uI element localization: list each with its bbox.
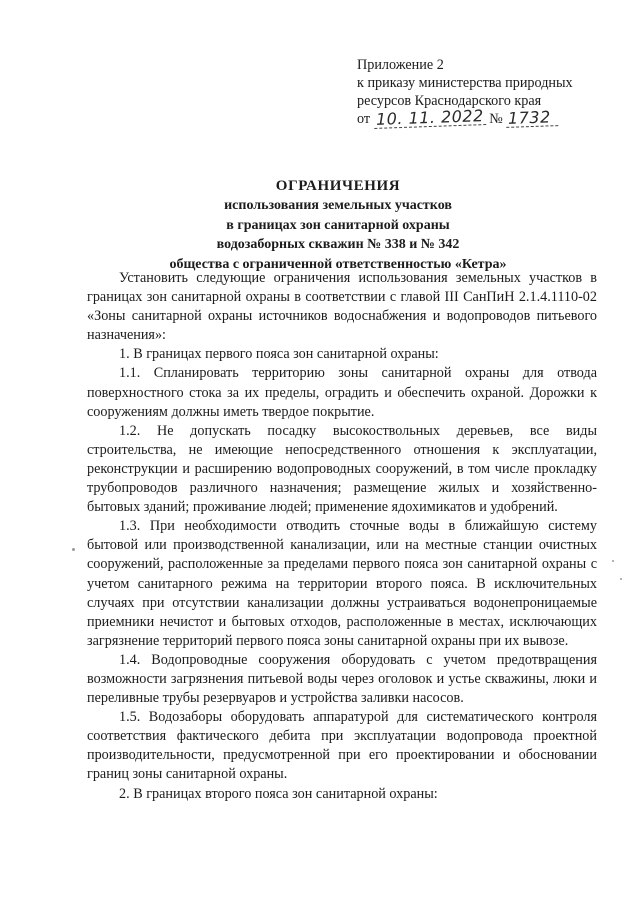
handwritten-date: 10. 11. 2022 [373, 108, 486, 129]
section-1-heading: 1. В границах первого пояса зон санитарной охраны: [119, 346, 439, 363]
appendix-order-line: к приказу министерства природных [357, 75, 573, 91]
date-prefix: от [357, 111, 371, 127]
clause-1-5: 1.5. Водозаборы оборудовать аппаратурой для систематического контроля соответствия фактического дебита при эксплуатации водопровода проектной производительности, предусмотренной при его проектировании и обосновании границ зоны санитарной охраны. [87, 709, 597, 783]
title-line-4: общества с ограниченной ответственностью «Кетра» [169, 256, 507, 272]
appendix-ministry-line: ресурсов Краснодарского края [357, 93, 542, 109]
number-prefix: № [489, 111, 503, 127]
clause-1-3: 1.3. При необходимости отводить сточные воды в ближайшую систему бытовой или производственной канализации, или на местные станции очистных сооружений, расположенные за пределами первого пояса зон санитарной охраны с учетом санитарного режима на территории второго пояса. В исключительных случаях при отсутствии канализации должны устраиваться водонепроницаемые приемники нечистот и бытовых отходов, расположенные в местах, исключающих загрязнение территорий первого пояса зоны санитарной охраны при их вывозе. [87, 518, 597, 649]
document-body [87, 269, 597, 804]
intro-paragraph: Установить следующие ограничения использования земельных участков в границах зон санитарной охраны в соответствии с главой III СанПиН 2.1.4.1110-02 «Зоны санитарной охраны источников водоснабжения и водопроводов питьевого назначения»: [87, 270, 597, 344]
clause-1-2: 1.2. Не допускать посадку высокоствольных деревьев, все виды строительства, не имеющие непосредственного отношения к эксплуатации, реконструкции и расширению водопроводных сооружений, в том числе прокладку трубопроводов различного назначения; размещение жилых и хозяйственно-бытовых зданий; проживание людей; применение ядохимикатов и удобрений. [87, 422, 597, 516]
title-line-3: водозаборных скважин № 338 и № 342 [216, 237, 460, 252]
clause-1-4: 1.4. Водопроводные сооружения оборудовать с учетом предотвращения возможности загрязнения питьевой воды через оголовок и устье скважины, люки и переливные трубы резервуаров и устройства заливки насосов. [87, 651, 597, 707]
appendix-block [357, 56, 632, 128]
document-title-block [88, 176, 588, 274]
section-2-heading: 2. В границах второго пояса зон санитарной охраны: [119, 785, 438, 802]
appendix-date-line [357, 106, 632, 129]
clause-1-1: 1.1. Спланировать территорию зоны санитарной охраны для отвода поверхностного стока за их пределы, оградить и обеспечить охраной. Дорожки к сооружениям должны иметь твердое покрытие. [87, 365, 597, 420]
document-title: ОГРАНИЧЕНИЯ [275, 178, 401, 194]
handwritten-number: 1732 [506, 109, 559, 128]
title-line-1: использования земельных участков [224, 198, 452, 213]
scan-speck [72, 548, 75, 551]
appendix-title: Приложение 2 [357, 57, 444, 73]
scan-speck [612, 560, 614, 562]
title-line-2: в границах зон санитарной охраны [226, 217, 450, 233]
scan-speck [620, 578, 622, 580]
